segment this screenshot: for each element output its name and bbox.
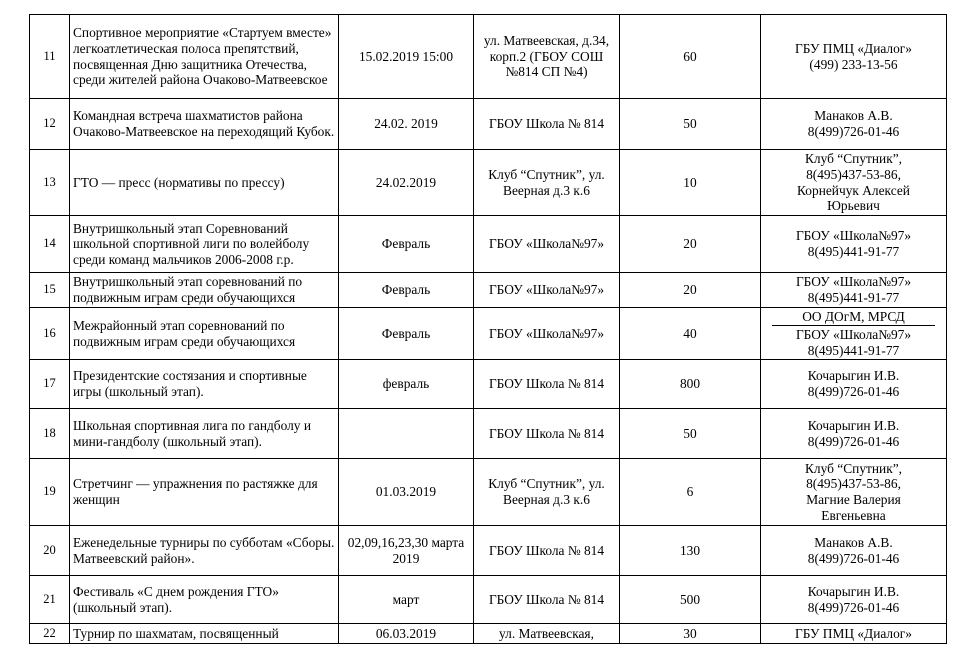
organizer <box>761 308 947 360</box>
event-name: Межрайонный этап соревнований по подвижным играм среди обучающихся <box>70 308 339 360</box>
event-place: ГБОУ Школа № 814 <box>474 576 620 624</box>
event-date: 24.02.2019 <box>339 150 474 216</box>
organizer-line: 8(499)726-01-46 <box>807 550 900 566</box>
row-number: 21 <box>30 576 70 624</box>
organizer-line: 8(495)437-53-86, <box>806 166 901 182</box>
participant-count: 40 <box>620 308 761 360</box>
table-row <box>30 216 947 273</box>
event-place: ГБОУ Школа № 814 <box>474 526 620 576</box>
participant-count: 20 <box>620 273 761 308</box>
row-number: 20 <box>30 526 70 576</box>
table-row <box>30 99 947 150</box>
event-place: ГБОУ Школа № 814 <box>474 99 620 150</box>
event-place: Клуб “Спутник”, ул. Веерная д.3 к.6 <box>474 150 620 216</box>
table-row <box>30 409 947 459</box>
organizer-line: Клуб “Спутник”, <box>804 151 902 167</box>
organizer-line: 8(499)726-01-46 <box>807 384 900 399</box>
event-place: ул. Матвеевская, д.34, корп.2 (ГБОУ СОШ №814 СП №4) <box>474 15 620 99</box>
organizer-line: (499) 233-13-56 <box>809 56 898 72</box>
participant-count: 6 <box>620 459 761 526</box>
organizer-line: Магние Валерия <box>806 492 901 507</box>
organizer-line: 8(495)441-91-77 <box>807 244 900 259</box>
organizer <box>761 216 947 273</box>
event-name: Внутришкольный этап Соревнований школьной спортивной лиги по волейболу среди команд мальчиков 2006-2008 г.р. <box>70 216 339 273</box>
row-number: 19 <box>30 459 70 526</box>
row-number: 16 <box>30 308 70 360</box>
table-row <box>30 308 947 360</box>
organizer-line: Манаков А.В. <box>814 534 893 550</box>
event-name: Внутришкольный этап соревнований по подвижным играм среди обучающихся <box>70 273 339 308</box>
organizer <box>761 360 947 409</box>
organizer-line: Евгеньевна <box>821 507 886 523</box>
event-date: 15.02.2019 15:00 <box>339 15 474 99</box>
organizer-line: ГБУ ПМЦ «Диалог» <box>794 625 912 641</box>
event-place: ГБОУ «Школа№97» <box>474 308 620 360</box>
organizer-line: ГБУ ПМЦ «Диалог» <box>794 40 912 56</box>
event-date: февраль <box>339 360 474 409</box>
table-row <box>30 526 947 576</box>
event-name: Стретчинг — упражнения по растяжке для женщин <box>70 459 339 526</box>
organizer-line: ОО ДОгМ, МРСД <box>802 308 905 324</box>
row-number: 18 <box>30 409 70 459</box>
event-date: 06.03.2019 <box>339 624 474 644</box>
row-number: 22 <box>30 624 70 644</box>
organizer <box>761 459 947 526</box>
event-place: ГБОУ Школа № 814 <box>474 360 620 409</box>
participant-count: 800 <box>620 360 761 409</box>
organizer-line: 8(495)441-91-77 <box>807 290 900 305</box>
participant-count: 20 <box>620 216 761 273</box>
organizer <box>761 409 947 459</box>
event-name: ГТО — пресс (нормативы по прессу) <box>70 150 339 216</box>
event-name: Командная встреча шахматистов района Очаково-Матвеевское на переходящий Кубок. <box>70 99 339 150</box>
event-name: Президентские состязания и спортивные игры (школьный этап). <box>70 360 339 409</box>
organizer-line: 8(499)726-01-46 <box>807 599 900 615</box>
participant-count: 10 <box>620 150 761 216</box>
event-place: Клуб “Спутник”, ул. Веерная д.3 к.6 <box>474 459 620 526</box>
event-place: ул. Матвеевская, <box>474 624 620 644</box>
participant-count: 130 <box>620 526 761 576</box>
events-table <box>29 14 947 644</box>
event-date: 01.03.2019 <box>339 459 474 526</box>
organizer <box>761 526 947 576</box>
organizer-line: ГБОУ «Школа№97» <box>795 327 912 343</box>
event-date: март <box>339 576 474 624</box>
organizer-line: Кочарыгин И.В. <box>807 368 900 384</box>
organizer-line: Клуб “Спутник”, <box>804 460 902 476</box>
event-name: Фестиваль «С днем рождения ГТО» (школьный этап). <box>70 576 339 624</box>
event-name: Школьная спортивная лига по гандболу и мини-гандболу (школьный этап). <box>70 409 339 459</box>
table-row <box>30 624 947 644</box>
organizer-line: 8(499)726-01-46 <box>807 124 900 139</box>
row-number: 17 <box>30 360 70 409</box>
organizer-line: Манаков А.В. <box>814 108 893 124</box>
event-name: Спортивное мероприятие «Стартуем вместе» легкоатлетическая полоса препятствий, посвященная Дню защитника Отечества, среди жителей района Очаково-Матвеевское <box>70 15 339 99</box>
organizer <box>761 624 947 644</box>
table-row <box>30 150 947 216</box>
organizer <box>761 576 947 624</box>
organizer <box>761 150 947 216</box>
event-name: Турнир по шахматам, посвященный <box>70 624 339 644</box>
organizer <box>761 99 947 150</box>
event-date: Февраль <box>339 216 474 273</box>
organizer-divider <box>772 325 935 326</box>
organizer-line: 8(499)726-01-46 <box>807 433 900 449</box>
table-row <box>30 15 947 99</box>
organizer-line: ГБОУ «Школа№97» <box>795 228 912 244</box>
organizer-line: Юрьевич <box>827 198 880 214</box>
event-date: 24.02. 2019 <box>339 99 474 150</box>
organizer-line: Кочарыгин И.В. <box>807 583 900 599</box>
row-number: 13 <box>30 150 70 216</box>
organizer <box>761 15 947 99</box>
event-date: Февраль <box>339 273 474 308</box>
participant-count: 50 <box>620 99 761 150</box>
row-number: 12 <box>30 99 70 150</box>
table-row <box>30 576 947 624</box>
row-number: 11 <box>30 15 70 99</box>
event-name: Еженедельные турниры по субботам «Сборы. Матвеевский район». <box>70 526 339 576</box>
participant-count: 500 <box>620 576 761 624</box>
event-date <box>339 409 474 459</box>
organizer-line: Кочарыгин И.В. <box>807 417 900 433</box>
organizer <box>761 273 947 308</box>
participant-count: 60 <box>620 15 761 99</box>
event-place: ГБОУ «Школа№97» <box>474 273 620 308</box>
participant-count: 30 <box>620 624 761 644</box>
event-place: ГБОУ Школа № 814 <box>474 409 620 459</box>
table-row <box>30 360 947 409</box>
organizer-line: Корнейчук Алексей <box>797 182 910 198</box>
event-place: ГБОУ «Школа№97» <box>474 216 620 273</box>
organizer-line: 8(495)437-53-86, <box>806 476 901 492</box>
participant-count: 50 <box>620 409 761 459</box>
row-number: 15 <box>30 273 70 308</box>
organizer-line: 8(495)441-91-77 <box>807 342 900 358</box>
event-date: Февраль <box>339 308 474 360</box>
row-number: 14 <box>30 216 70 273</box>
table-row <box>30 459 947 526</box>
event-date: 02,09,16,23,30 марта 2019 <box>339 526 474 576</box>
table-row <box>30 273 947 308</box>
organizer-line: ГБОУ «Школа№97» <box>795 274 912 290</box>
